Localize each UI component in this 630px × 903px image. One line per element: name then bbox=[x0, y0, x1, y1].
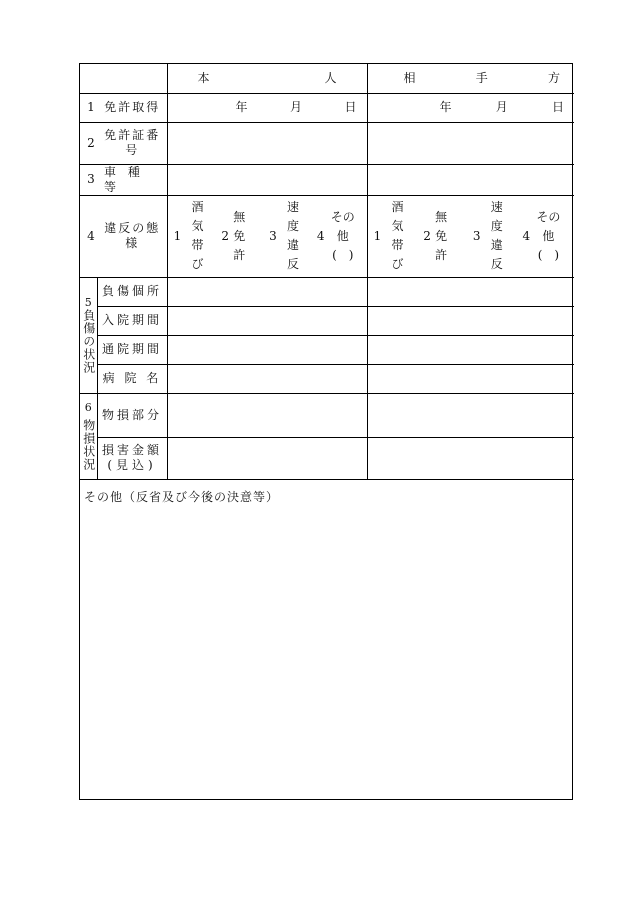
self-hospitalization-field[interactable] bbox=[167, 306, 367, 335]
accident-report-form bbox=[79, 63, 573, 800]
group-label: 負傷の状況 bbox=[81, 309, 96, 375]
other-hospital-name-field[interactable] bbox=[367, 364, 574, 393]
other-header-char-1: 相 bbox=[403, 70, 416, 85]
option-other[interactable] bbox=[315, 208, 363, 265]
row-number: 2 bbox=[87, 135, 95, 150]
option-number: 4 bbox=[316, 228, 325, 243]
self-outpatient-field[interactable] bbox=[167, 335, 367, 364]
hospitalization-row bbox=[80, 306, 574, 335]
option-char: ( ) bbox=[332, 247, 354, 262]
option-char: び bbox=[191, 257, 204, 271]
row-label: 物損部分 bbox=[101, 407, 162, 422]
damage-group-label bbox=[80, 393, 97, 479]
other-damage-part-field[interactable] bbox=[367, 393, 574, 437]
self-damage-part-field[interactable] bbox=[167, 393, 367, 437]
option-number: 1 bbox=[373, 228, 382, 243]
remarks-field[interactable] bbox=[80, 479, 574, 800]
remarks-label: その他（反省及び今後の決意等） bbox=[84, 489, 280, 504]
vehicle-type-row bbox=[80, 164, 574, 195]
violation-label bbox=[80, 195, 167, 277]
hospital-name-row bbox=[80, 364, 574, 393]
license-acquired-row bbox=[80, 93, 574, 122]
self-header-char-1: 本 bbox=[197, 70, 210, 85]
other-header-char-3: 方 bbox=[547, 70, 560, 85]
option-char: 免 bbox=[435, 228, 448, 243]
injury-location-row bbox=[80, 277, 574, 306]
row-label-line-2: 号 bbox=[125, 143, 140, 157]
option-char: 反 bbox=[490, 257, 503, 271]
self-vehicle-type-field[interactable] bbox=[167, 164, 367, 195]
row-label-line-2: (見込) bbox=[107, 458, 157, 472]
row-label-line-1: 免許証番 bbox=[104, 128, 161, 142]
group-number: 6 bbox=[84, 401, 92, 415]
other-vehicle-type-field[interactable] bbox=[367, 164, 574, 195]
option-number: 2 bbox=[423, 228, 431, 243]
month-unit: 月 bbox=[495, 100, 508, 114]
other-violation-options bbox=[367, 195, 574, 277]
option-char: 酒 bbox=[391, 200, 404, 214]
row-label: 通院期間 bbox=[101, 342, 162, 356]
option-number: 2 bbox=[221, 228, 230, 243]
damage-amount-row bbox=[80, 437, 574, 479]
self-header bbox=[167, 64, 367, 93]
row-number: 3 bbox=[87, 172, 95, 186]
option-unlicensed[interactable] bbox=[219, 208, 267, 265]
license-number-label bbox=[80, 122, 167, 164]
other-hospitalization-field[interactable] bbox=[367, 306, 574, 335]
hospitalization-label bbox=[97, 306, 167, 335]
self-header-char-2: 人 bbox=[324, 70, 337, 85]
option-unlicensed[interactable] bbox=[421, 208, 471, 265]
injury-group-label bbox=[80, 277, 97, 393]
option-other[interactable] bbox=[520, 208, 570, 265]
row-number: 4 bbox=[87, 228, 95, 243]
option-drunk-driving[interactable] bbox=[372, 198, 422, 274]
year-unit: 年 bbox=[439, 100, 452, 114]
option-char: 速 bbox=[490, 200, 503, 214]
row-label-line-2: 様 bbox=[125, 236, 140, 250]
other-license-date-field[interactable] bbox=[367, 93, 574, 122]
option-char: 許 bbox=[435, 247, 448, 262]
row-label: 車 種 等 bbox=[104, 164, 144, 194]
self-injury-location-field[interactable] bbox=[167, 277, 367, 306]
outpatient-label bbox=[97, 335, 167, 364]
row-label: 入院期間 bbox=[101, 313, 162, 327]
header-blank-cell bbox=[80, 64, 167, 93]
row-label-line-1: 損害金額 bbox=[101, 443, 162, 457]
vehicle-type-label bbox=[80, 164, 167, 195]
option-number: 3 bbox=[472, 228, 481, 243]
day-unit: 日 bbox=[344, 100, 357, 114]
option-number: 1 bbox=[173, 228, 182, 243]
option-number: 3 bbox=[269, 228, 277, 243]
option-char: び bbox=[391, 257, 404, 271]
option-char: 反 bbox=[287, 257, 300, 271]
option-char: 許 bbox=[233, 247, 246, 262]
option-char: 帯 bbox=[191, 238, 204, 252]
license-acquired-label bbox=[80, 93, 167, 122]
other-license-number-field[interactable] bbox=[367, 122, 574, 164]
option-char: 度 bbox=[287, 219, 300, 233]
option-char: その bbox=[330, 209, 355, 224]
option-drunk-driving[interactable] bbox=[172, 198, 220, 274]
other-outpatient-field[interactable] bbox=[367, 335, 574, 364]
other-header-char-2: 手 bbox=[475, 70, 488, 85]
other-header bbox=[367, 64, 574, 93]
year-unit: 年 bbox=[235, 100, 248, 114]
damage-part-label bbox=[97, 393, 167, 437]
injury-location-label bbox=[97, 277, 167, 306]
group-label: 物損状況 bbox=[81, 418, 96, 471]
option-char: 違 bbox=[287, 238, 300, 252]
outpatient-row bbox=[80, 335, 574, 364]
option-speeding[interactable] bbox=[267, 198, 315, 274]
option-char: 酒 bbox=[191, 200, 204, 214]
self-license-date-field[interactable] bbox=[167, 93, 367, 122]
option-number: 4 bbox=[522, 228, 531, 243]
self-license-number-field[interactable] bbox=[167, 122, 367, 164]
other-injury-location-field[interactable] bbox=[367, 277, 574, 306]
option-char: 気 bbox=[191, 219, 204, 233]
row-label: 免許取得 bbox=[104, 100, 161, 114]
damage-part-row bbox=[80, 393, 574, 437]
group-number: 5 bbox=[84, 295, 92, 309]
option-char: 他 bbox=[336, 228, 349, 243]
row-number: 1 bbox=[87, 100, 95, 114]
row-label-line-1: 違反の態 bbox=[104, 221, 161, 235]
option-char: 帯 bbox=[391, 238, 404, 252]
license-number-row bbox=[80, 122, 574, 164]
day-unit: 日 bbox=[551, 100, 564, 114]
row-label: 病 院 名 bbox=[102, 371, 162, 385]
option-char: 無 bbox=[233, 209, 246, 224]
option-speeding[interactable] bbox=[471, 198, 521, 274]
self-hospital-name-field[interactable] bbox=[167, 364, 367, 393]
option-char: 違 bbox=[490, 238, 503, 252]
hospital-name-label bbox=[97, 364, 167, 393]
option-char: 無 bbox=[435, 209, 448, 224]
other-damage-amount-field[interactable] bbox=[367, 437, 574, 479]
option-char: その bbox=[536, 209, 561, 224]
row-label: 負傷個所 bbox=[101, 284, 162, 298]
self-damage-amount-field[interactable] bbox=[167, 437, 367, 479]
option-char: 免 bbox=[233, 228, 246, 243]
option-char: 速 bbox=[287, 200, 300, 214]
damage-amount-label bbox=[97, 437, 167, 479]
option-char: 気 bbox=[391, 219, 404, 233]
remarks-row bbox=[80, 479, 574, 800]
option-char: 度 bbox=[490, 219, 503, 233]
option-char: 他 bbox=[542, 228, 555, 243]
option-char: ( ) bbox=[537, 247, 560, 262]
form-table bbox=[80, 64, 574, 800]
self-violation-options bbox=[167, 195, 367, 277]
header-row bbox=[80, 64, 574, 93]
violation-row bbox=[80, 195, 574, 277]
month-unit: 月 bbox=[289, 100, 302, 114]
